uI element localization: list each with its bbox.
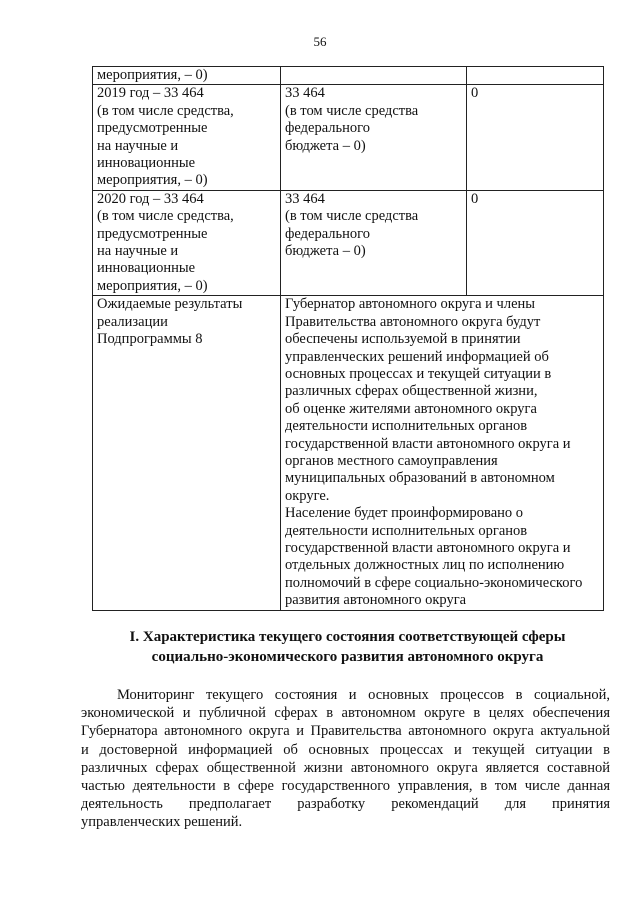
cell-text-line: мероприятия, – 0) <box>97 172 208 189</box>
cell-text-line: 0 <box>471 85 479 102</box>
cell-text-line: органов местного самоуправления <box>285 452 498 469</box>
cell-text-line: развития автономного округа <box>285 592 467 609</box>
cell-text-line: Ожидаемые результаты <box>97 296 243 313</box>
cell-text-line: 33 464 <box>285 85 325 102</box>
cell-text-line: (в том числе средства, <box>97 102 234 119</box>
table-cell-funding-other <box>467 85 604 190</box>
cell-text-line: отдельных должностных лиц по исполнению <box>285 557 565 574</box>
table-row-expected-results <box>93 296 604 610</box>
cell-text-line: управленческих решений информацией об <box>285 348 549 365</box>
paragraph-line: частью деятельности в сфере государственного управления, в том числе данная <box>81 778 610 795</box>
table-cell-funding-federal <box>281 67 467 85</box>
table-cell-funding-total <box>93 67 281 85</box>
paragraph-line: Губернатора автономного округа и Правительства автономного округа актуальной <box>81 723 610 740</box>
paragraph-line: различных сферах общественной жизни автономного округа является составной <box>81 759 610 776</box>
section-heading-line: I. Характеристика текущего состояния соответствующей сферы <box>129 629 566 645</box>
cell-text-line: инновационные <box>97 155 196 172</box>
table-row <box>93 190 604 295</box>
table-cell-funding-federal <box>281 85 467 190</box>
cell-text-line: федерального <box>285 120 370 137</box>
table-row <box>93 85 604 190</box>
table-cell-funding-other <box>467 190 604 295</box>
table-cell-funding-other <box>467 67 604 85</box>
cell-text-line: различных сферах общественной жизни, <box>285 383 538 400</box>
cell-text-line: округе. <box>285 487 330 504</box>
cell-text-line: Губернатор автономного округа и члены <box>285 296 536 313</box>
cell-text-line: основных процессах и текущей ситуации в <box>285 365 552 382</box>
cell-text-line: (в том числе средства, <box>97 208 234 225</box>
cell-text-line: Население будет проинформировано о <box>285 505 524 522</box>
cell-text-line: на научные и <box>97 243 179 260</box>
cell-text-line: (в том числе средства <box>285 208 419 225</box>
section-heading-line: социально-экономического развития автономного округа <box>151 649 544 665</box>
cell-text-line: мероприятия, – 0) <box>97 277 208 294</box>
cell-text-line: мероприятия, – 0) <box>97 67 208 83</box>
paragraph-line: экономической и публичной сферах в автономном округе в целях обеспечения <box>81 705 610 722</box>
paragraph-line: и достоверной информацией об основных процессах и текущей ситуации в <box>81 741 610 758</box>
section-heading <box>92 627 603 667</box>
subprogram-passport-table <box>92 66 604 611</box>
table-body <box>93 67 604 611</box>
cell-text-line: Подпрограммы 8 <box>97 331 203 348</box>
cell-text-line: 2019 год – 33 464 <box>97 85 204 102</box>
cell-text-line: 2020 год – 33 464 <box>97 190 204 207</box>
table-cell-funding-total <box>93 190 281 295</box>
cell-text-line: бюджета – 0) <box>285 137 366 154</box>
table-cell-funding-federal <box>281 190 467 295</box>
expected-results-label <box>93 296 281 610</box>
cell-text-line: 0 <box>471 190 479 207</box>
cell-text-line: деятельности исполнительных органов <box>285 522 528 539</box>
cell-text-line: государственной власти автономного округа и <box>285 539 571 556</box>
cell-text-line: на научные и <box>97 137 179 154</box>
cell-text-line: Правительства автономного округа будут <box>285 313 541 330</box>
cell-text-line: 33 464 <box>285 190 325 207</box>
cell-text-line: об оценке жителями автономного округа <box>285 400 537 417</box>
page-number: 56 <box>313 34 327 49</box>
cell-text-line: предусмотренные <box>97 225 208 242</box>
cell-text-line: предусмотренные <box>97 120 208 137</box>
cell-text-line: инновационные <box>97 260 196 277</box>
cell-text-line: муниципальных образований в автономном <box>285 470 555 487</box>
paragraph-line: Мониторинг текущего состояния и основных процессов в социальной, <box>117 687 610 703</box>
cell-text-line: федерального <box>285 225 370 242</box>
paragraph-line: управленческих решений. <box>81 814 243 831</box>
cell-text-line: государственной власти автономного округа и <box>285 435 571 452</box>
table-row <box>93 67 604 85</box>
cell-text-line: полномочий в сфере социально-экономического <box>285 574 583 591</box>
cell-text-line: (в том числе средства <box>285 102 419 119</box>
expected-results-text <box>281 296 604 610</box>
cell-text-line: бюджета – 0) <box>285 243 366 260</box>
table-cell-funding-total <box>93 85 281 190</box>
cell-text-line: реализации <box>97 313 168 330</box>
paragraph-line: деятельность предполагает разработку рекомендаций для принятия <box>81 796 610 813</box>
cell-text-line: деятельности исполнительных органов <box>285 418 528 435</box>
cell-text-line: обеспечены используемой в принятии <box>285 331 521 348</box>
body-paragraph <box>81 686 610 832</box>
